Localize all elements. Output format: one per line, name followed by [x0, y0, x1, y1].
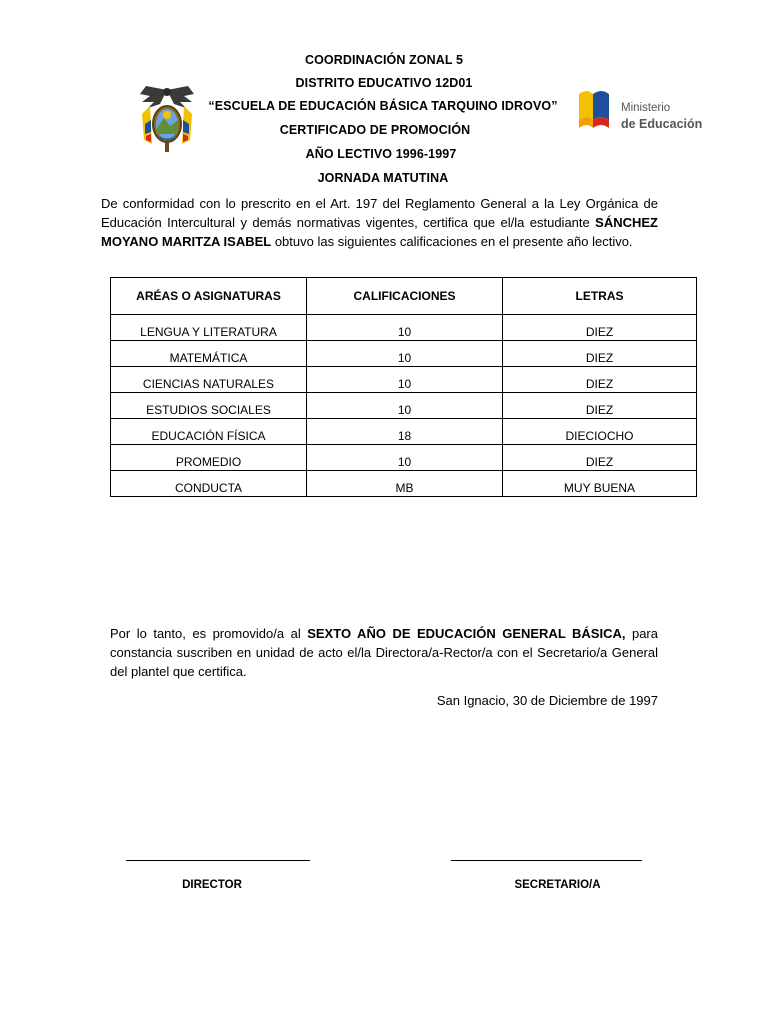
header-school-name: “ESCUELA DE EDUCACIÓN BÁSICA TARQUINO IDROVO” [208, 99, 558, 113]
secretary-signature-line [451, 860, 642, 861]
closing-text-2: para constancia suscriben en unidad de acto el/la Directora/a-Rector/a con el Secretario/a General del plantel que certifica. [110, 626, 658, 679]
issue-date: San Ignacio, 30 de Diciembre de 1997 [436, 693, 658, 708]
cell-subject: EDUCACIÓN FÍSICA [111, 419, 307, 445]
cell-subject: PROMEDIO [111, 445, 307, 471]
ministry-logo-text-2: de Educación [621, 117, 703, 131]
header-shift: JORNADA MATUTINA [317, 171, 449, 185]
intro-text-2: obtuvo las siguientes calificaciones en el presente año lectivo. [271, 234, 633, 249]
header-school-year: AÑO LECTIVO 1996-1997 [305, 147, 457, 161]
table-row [111, 393, 697, 419]
grades-table [110, 277, 697, 497]
cell-grade: 18 [307, 419, 503, 445]
secretary-label: SECRETARIO/A [514, 879, 601, 891]
table-row [111, 419, 697, 445]
table-row [111, 445, 697, 471]
cell-subject: CONDUCTA [111, 471, 307, 497]
closing-paragraph [110, 624, 658, 681]
director-signature-line [126, 860, 310, 861]
cell-letters: DIEZ [503, 393, 697, 419]
cell-letters: DIEZ [503, 341, 697, 367]
intro-paragraph [101, 194, 658, 251]
cell-grade: 10 [307, 393, 503, 419]
header-grades: CALIFICACIONES [307, 278, 503, 315]
director-label: DIRECTOR [182, 879, 242, 891]
intro-text-1: De conformidad con lo prescrito en el Art. 197 del Reglamento General a la Ley Orgánica de Educación Intercultural y demás normativas vigentes, certifica que el/la estudiante [101, 196, 658, 230]
table-header-row [111, 278, 697, 315]
table-row [111, 315, 697, 341]
cell-grade: 10 [307, 315, 503, 341]
cell-subject: ESTUDIOS SOCIALES [111, 393, 307, 419]
closing-text-1: Por lo tanto, es promovido/a al [110, 626, 308, 641]
header-district: DISTRITO EDUCATIVO 12D01 [295, 76, 473, 90]
cell-subject: CIENCIAS NATURALES [111, 367, 307, 393]
table-row [111, 341, 697, 367]
coat-of-arms-logo [138, 84, 196, 154]
cell-letters: DIEZ [503, 445, 697, 471]
cell-grade: 10 [307, 367, 503, 393]
cell-subject: MATEMÁTICA [111, 341, 307, 367]
cell-letters: DIEZ [503, 367, 697, 393]
cell-grade: 10 [307, 445, 503, 471]
cell-grade: MB [307, 471, 503, 497]
header-coordination: COORDINACIÓN ZONAL 5 [304, 53, 464, 67]
header-subjects: ARÉAS O ASIGNATURAS [111, 278, 307, 315]
header-letters: LETRAS [503, 278, 697, 315]
promotion-grade: SEXTO AÑO DE EDUCACIÓN GENERAL BÁSICA, [307, 626, 626, 641]
cell-letters: DIECIOCHO [503, 419, 697, 445]
cell-subject: LENGUA Y LITERATURA [111, 315, 307, 341]
cell-letters: DIEZ [503, 315, 697, 341]
cell-letters: MUY BUENA [503, 471, 697, 497]
table-row [111, 367, 697, 393]
table-row [111, 471, 697, 497]
cell-grade: 10 [307, 341, 503, 367]
header-certificate-title: CERTIFICADO DE PROMOCIÓN [279, 123, 471, 137]
ministry-logo-text-1: Ministerio [621, 102, 671, 114]
student-name: SÁNCHEZ MOYANO MARITZA ISABEL [101, 215, 658, 249]
